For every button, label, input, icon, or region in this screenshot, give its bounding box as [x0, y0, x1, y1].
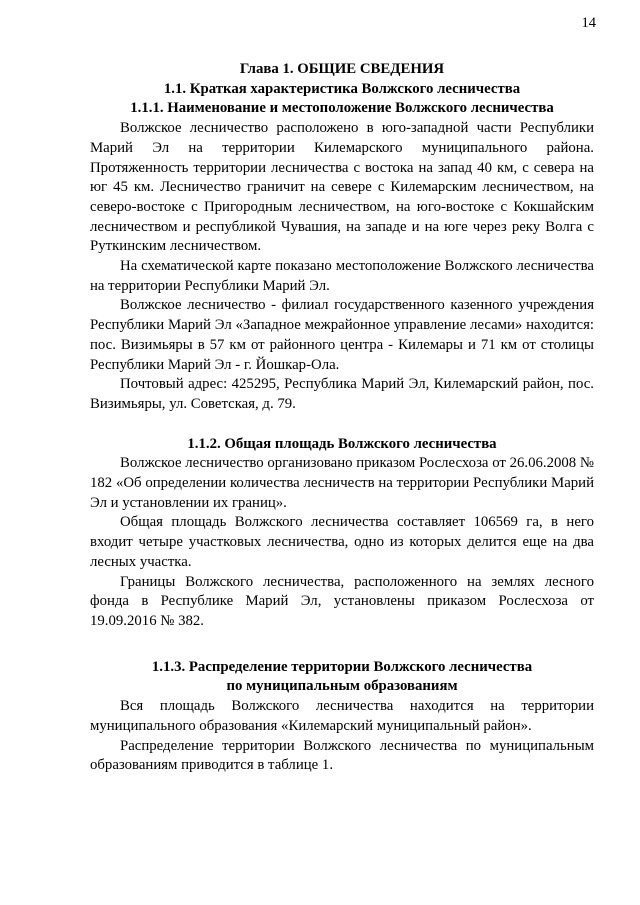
paragraph: Волжское лесничество расположено в юго-западной части Республики Марий Эл на территории Килемарского муниципального района. Протяженность территории лесничества с востока на запад 40 км, с севера на юг 45 км. Лесничество граничит на севере с Килемарским лесничеством, на северо-востоке с Пригородным лесничеством, на юго-востоке с Кокшайским лесничеством и республикой Чувашия, на западе и на юге через реку Волга с Руткинским лесничеством.	[90, 120, 594, 255]
paragraph: Распределение территории Волжского лесничества по муниципальным образованиям приводится в таблице 1.	[90, 737, 594, 774]
section-spacer	[90, 415, 594, 435]
paragraph: Волжское лесничество организовано приказом Рослесхоза от 26.06.2008 № 182 «Об определении количества лесничеств на территории Республики Марий Эл и установлении их границ».	[90, 455, 594, 511]
section-title-1-1-1: 1.1.1. Наименование и местоположение Волжского лесничества	[130, 100, 554, 117]
paragraph: Вся площадь Волжского лесничества находится на территории муниципального образования «Килемарский муниципальный район».	[90, 698, 594, 734]
paragraph: На схематической карте показано местоположение Волжского лесничества на территории Республики Марий Эл.	[90, 258, 594, 294]
paragraph: Волжское лесничество - филиал государственного казенного учреждения Республики Марий Эл «Западное межрайонное управление лесами» находится: пос. Визимьяры в 57 км от районного центра - Килемары и 71 км от столицы Республики Марий Эл - г. Йошкар-Ола.	[90, 297, 594, 373]
document-content	[90, 60, 594, 776]
section-spacer	[90, 632, 594, 658]
chapter-title: Глава 1. ОБЩИЕ СВЕДЕНИЯ	[239, 61, 445, 77]
section-title-1-1-3-line1: 1.1.3. Распределение территории Волжского лесничества	[151, 658, 533, 675]
paragraph: Границы Волжского лесничества, расположенного на землях лесного фонда в Республике Марий Эл, установлены приказом Рослесхоза от 19.09.2016 № 382.	[90, 573, 594, 629]
section-title-1-1-2: 1.1.2. Общая площадь Волжского лесничества	[187, 435, 497, 452]
section-title-1-1: 1.1. Краткая характеристика Волжского лесничества	[163, 80, 521, 97]
page-number: 14	[581, 15, 596, 31]
section-title-1-1-3-line2: по муниципальным образованиям	[226, 678, 458, 695]
paragraph: Почтовый адрес: 425295, Республика Марий Эл, Килемарский район, пос. Визимьяры, ул. Советская, д. 79.	[90, 376, 594, 412]
paragraph: Общая площадь Волжского лесничества составляет 106569 га, в него входит четыре участковых лесничества, одно из которых делится еще на два лесных участка.	[90, 514, 594, 570]
